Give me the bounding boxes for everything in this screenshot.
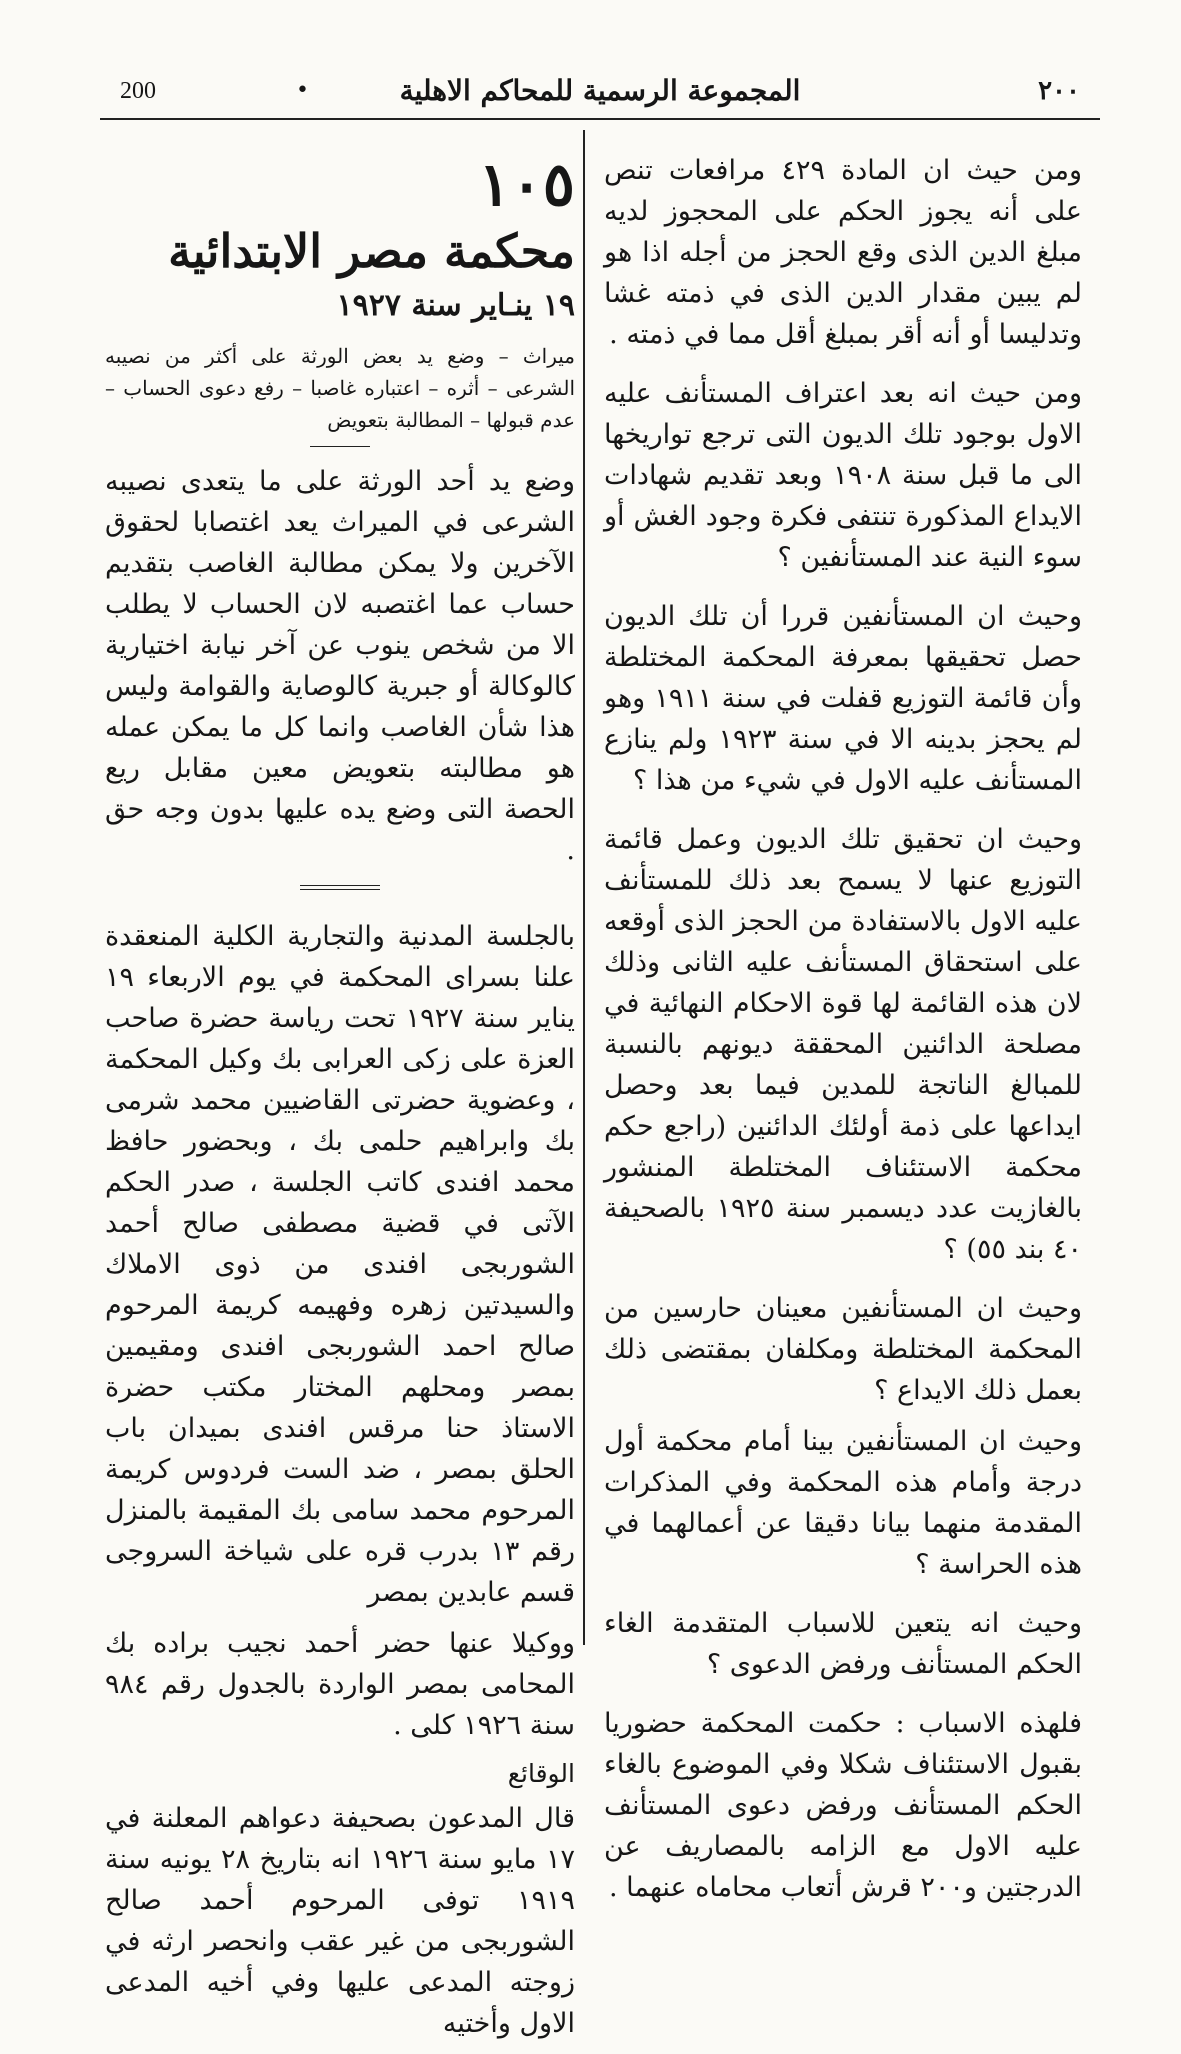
judgment-paragraph: وحيث ان المستأنفين معينان حارسين من المحكمة المختلطة ومكلفان بمقتضى ذلك بعمل ذلك الايداع ؟ [604,1293,1082,1406]
ruling-paragraph: فلهذه الاسباب : حكمت المحكمة حضوريا بقبول الاستئناف شكلا وفي الموضوع بالغاء الحكم المستأنف ورفض دعوى المستأنف عليه الاول مع الزامه بالمصاريف عن الدرجتين و٢٠٠ قرش أتعاب محاماه عنهما . [604,1708,1082,1903]
left-column [105,150,575,2054]
case-keywords: ميراث – وضع يد بعض الورثة على أكثر من نصيبه الشرعى – أثره – اعتباره غاصبا – رفع دعوى الحساب – عدم قبولها – المطالبة بتعويض [105,344,575,432]
column-divider [583,130,585,1645]
page-number-arabic: ٢٠٠ [1038,76,1080,106]
case-date: ١٩ ينـاير سنة ١٩٢٧ [336,288,575,323]
session-paragraph: ووكيلا عنها حضر أحمد نجيب براده بك المحامى بمصر الواردة بالجدول رقم ٩٨٤ سنة ١٩٢٦ كلى . [105,1628,575,1741]
judgment-paragraph: وحيث ان المستأنفين بينا أمام محكمة أول درجة وأمام هذه المحكمة وفي المذكرات المقدمة منهما بيانا دقيقا عن أعمالهما في هذه الحراسة ؟ [604,1426,1082,1580]
header-dot: • [296,78,309,103]
double-rule [300,885,380,890]
court-name: محكمة مصر الابتدائية [168,224,575,278]
judgment-paragraph: وحيث ان تحقيق تلك الديون وعمل قائمة التوزيع عنها لا يسمح بعد ذلك للمستأنف عليه الاول بالاستفادة من الحجز الذى أوقعه على استحقاق المستأنف عليه الثانى وذلك لان هذه القائمة لها قوة الاحكام النهائية في مصلحة الدائنين المحققة ديونهم بالنسبة للمبالغ الناتجة للمدين فيما بعد وحصل ايداعها على ذمة أولئك الدائنين (راجع حكم محكمة الاستئناف المختلطة المنشور بالغازيت عدد ديسمبر سنة ١٩٢٥ بالصحيفة ٤٠ بند ٥٥) ؟ [604,824,1082,1265]
case-number: ١٠٥ [478,150,575,220]
case-summary: وضع يد أحد الورثة على ما يتعدى نصيبه الشرعى في الميراث يعد اغتصابا لحقوق الآخرين ولا يمكن مطالبة الغاصب بتقديم حساب عما اغتصبه لان الحساب لا يطلب الا من شخص ينوب عن آخر نيابة اختيارية كالوكالة أو جبرية كالوصاية والقوامة وليس هذا شأن الغاصب وانما كل ما يمكن عمله هو مطالبته بتعويض معين مقابل ريع الحصة التى وضع يده عليها بدون وجه حق . [105,466,575,866]
running-title: المجموعة الرسمية للمحاكم الاهلية [399,74,801,107]
judgment-paragraph: ومن حيث ان المادة ٤٢٩ مرافعات تنص على أنه يجوز الحكم على المحجوز لديه مبلغ الدين الذى وقع الحجز من أجله اذا هو لم يبين مقدار الدين الذى في ذمته غشا وتدليسا أو أنه أقر بمبلغ أقل مما في ذمته . [604,155,1082,350]
facts-paragraph: قال المدعون بصحيفة دعواهم المعلنة في ١٧ مايو سنة ١٩٢٦ انه بتاريخ ٢٨ يونيه سنة ١٩١٩ توفى المرحوم أحمد صالح الشوربجى من غير عقب وانحصر ارثه في زوجته المدعى عليها وفي أخيه المدعى الاول وأختيه [105,1803,575,2039]
judgment-paragraph: ومن حيث انه بعد اعتراف المستأنف عليه الاول بوجود تلك الديون التى ترجع تواريخها الى ما قبل سنة ١٩٠٨ وبعد تقديم شهادات الايداع المذكورة تنتفى فكرة وجود الغش أو سوء النية عند المستأنفين ؟ [604,378,1082,573]
page-number-latin: 200 [120,78,156,104]
judgment-paragraph: وحيث ان المستأنفين قررا أن تلك الديون حصل تحقيقها بمعرفة المحكمة المختلطة وأن قائمة التوزيع قفلت في سنة ١٩١١ وهو لم يحجز بدينه الا في سنة ١٩٢٣ ولم ينازع المستأنف عليه الاول في شيء من هذا ؟ [604,601,1083,796]
judgment-paragraph: وحيث انه يتعين للاسباب المتقدمة الغاء الحكم المستأنف ورفض الدعوى ؟ [604,1608,1082,1680]
facts-heading: الوقائع [507,1759,575,1788]
right-column [604,150,1082,1918]
header-rule [100,118,1100,120]
short-rule [310,446,370,447]
session-paragraph: بالجلسة المدنية والتجارية الكلية المنعقدة علنا بسراى المحكمة في يوم الاربعاء ١٩ يناير سنة ١٩٢٧ تحت رياسة حضرة صاحب العزة على زكى العرابى بك وكيل المحكمة ، وعضوية حضرتى القاضيين محمد شرمى بك وابراهيم حلمى بك ، وبحضور حافظ محمد افندى كاتب الجلسة ، صدر الحكم الآتى في قضية مصطفى صالح أحمد الشوربجى افندى من ذوى الاملاك والسيدتين زهره وفهيمه كريمة المرحوم صالح احمد الشوربجى افندى ومقيمين بمصر ومحلهم المختار مكتب حضرة الاستاذ حنا مرقس افندى بميدان باب الحلق بمصر ، ضد الست فردوس كريمة المرحوم محمد سامى بك المقيمة بالمنزل رقم ١٣ بدرب قره على شياخة السروجى قسم عابدين بمصر [105,921,576,1608]
page-header [100,72,1100,122]
